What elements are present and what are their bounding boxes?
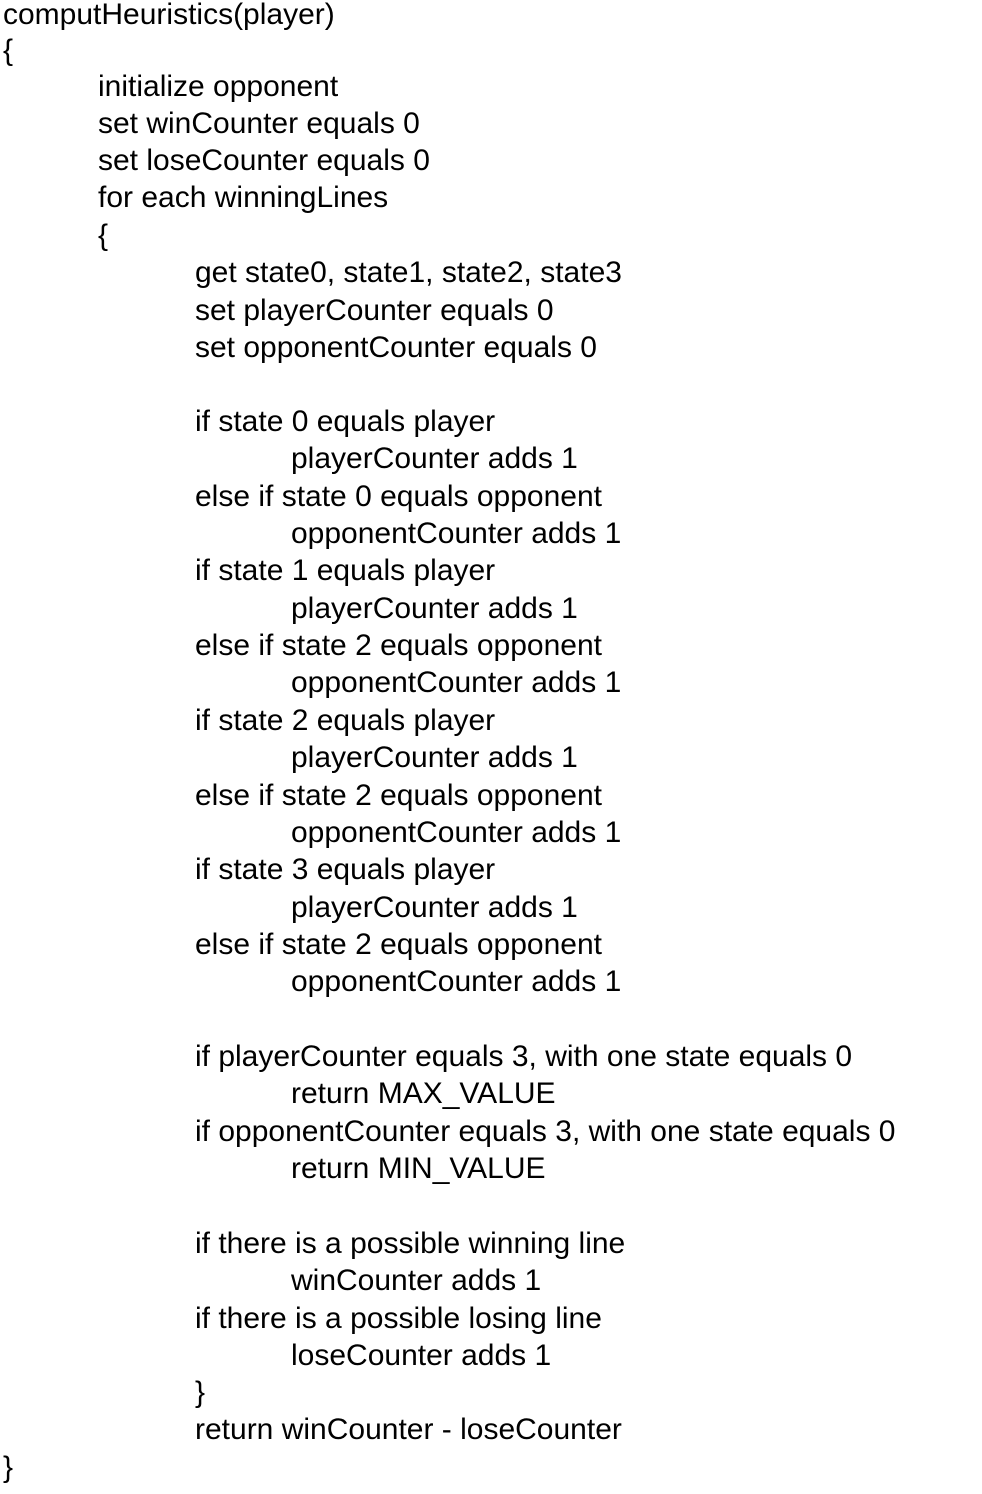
code-line: if state 0 equals player	[195, 405, 496, 438]
code-line: }	[3, 1451, 14, 1484]
code-line: winCounter adds 1	[291, 1264, 542, 1297]
code-line: else if state 2 equals opponent	[195, 779, 602, 812]
code-line: opponentCounter adds 1	[291, 965, 622, 998]
code-line: {	[3, 34, 14, 67]
code-line: if state 1 equals player	[195, 554, 496, 587]
code-line: set winCounter equals 0	[98, 107, 420, 140]
code-line: }	[195, 1376, 206, 1409]
code-line: playerCounter adds 1	[291, 442, 578, 475]
code-line: {	[98, 219, 109, 252]
code-line: playerCounter adds 1	[291, 891, 578, 924]
code-line: if playerCounter equals 3, with one state equals 0	[195, 1040, 853, 1073]
code-line: return winCounter - loseCounter	[195, 1413, 622, 1446]
code-line: set playerCounter equals 0	[195, 294, 554, 327]
code-line: else if state 2 equals opponent	[195, 928, 602, 961]
code-line: opponentCounter adds 1	[291, 816, 622, 849]
code-line: computHeuristics(player)	[3, 0, 335, 31]
code-line: opponentCounter adds 1	[291, 666, 622, 699]
code-line: if state 3 equals player	[195, 853, 496, 886]
code-line: set opponentCounter equals 0	[195, 331, 597, 364]
code-line: else if state 0 equals opponent	[195, 480, 602, 513]
code-line: if state 2 equals player	[195, 704, 496, 737]
blank-line	[0, 1187, 195, 1224]
code-line: for each winningLines	[98, 181, 389, 214]
code-line: return MIN_VALUE	[291, 1152, 546, 1185]
code-line: loseCounter adds 1	[291, 1339, 552, 1372]
blank-line	[0, 1000, 195, 1037]
code-line: initialize opponent	[98, 70, 339, 103]
code-line: set loseCounter equals 0	[98, 144, 430, 177]
code-line: if there is a possible losing line	[195, 1302, 602, 1335]
code-line: if opponentCounter equals 3, with one state equals 0	[195, 1115, 896, 1148]
code-line: else if state 2 equals opponent	[195, 629, 602, 662]
code-line: playerCounter adds 1	[291, 592, 578, 625]
code-line: if there is a possible winning line	[195, 1227, 626, 1260]
code-line: playerCounter adds 1	[291, 741, 578, 774]
code-line: opponentCounter adds 1	[291, 517, 622, 550]
code-line: get state0, state1, state2, state3	[195, 256, 622, 289]
blank-line	[0, 366, 195, 403]
code-line: return MAX_VALUE	[291, 1077, 556, 1110]
